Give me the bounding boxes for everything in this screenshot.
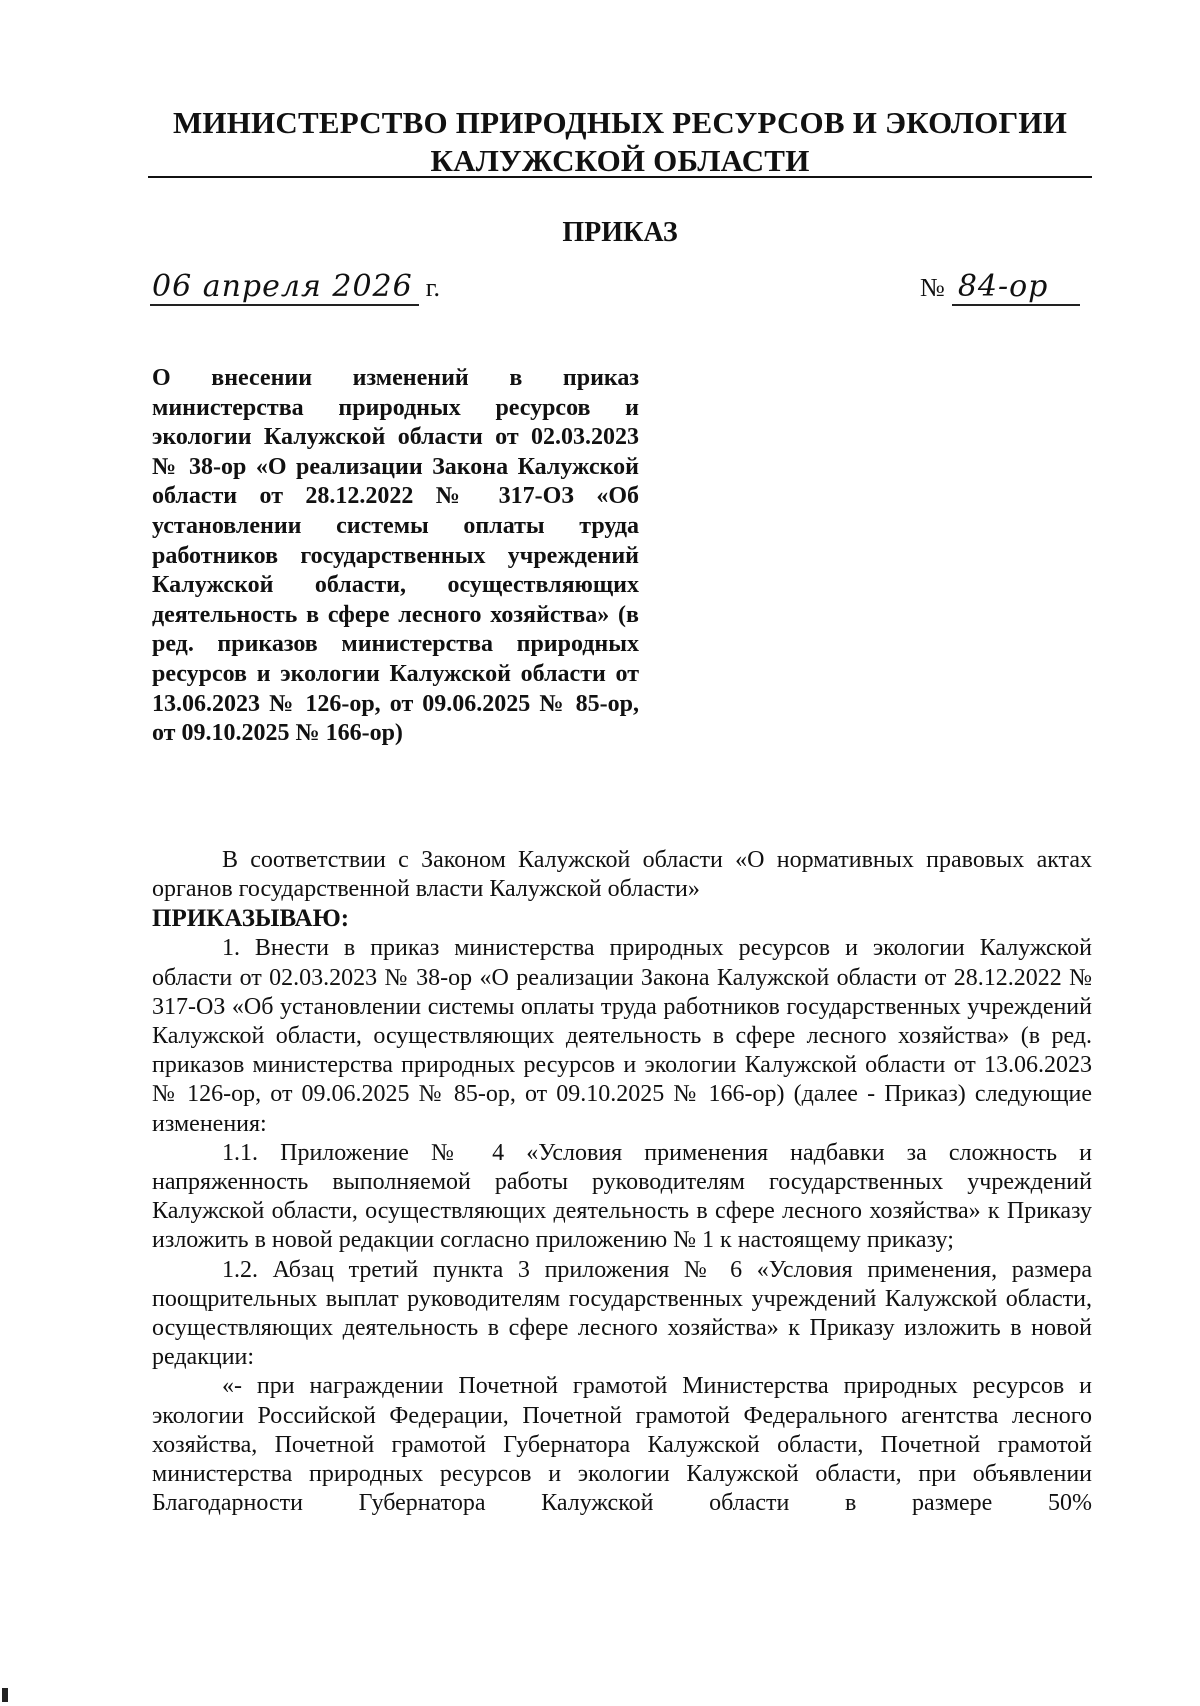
date-suffix: г. bbox=[425, 273, 440, 302]
item-1-paragraph: 1. Внести в приказ министерства природных ресурсов и экологии Калужской области от 02.03.2023 № 38-ор «О реализации Закона Калужской области от 28.12.2022 № 317-ОЗ «Об установлении системы оплаты труда работников государственных учреждений Калужской области, осуществляющих деятельность в сфере лесного хозяйства» (в ред. приказов министерства природных ресурсов и экологии Калужской области от 13.06.2023 № 126-ор, от 09.06.2025 № 85-ор, от 09.10.2025 № 166-ор) (далее - Приказ) следующие изменения: bbox=[152, 935, 1092, 1137]
command-heading: ПРИКАЗЫВАЮ: bbox=[152, 905, 350, 933]
ministry-header-line-1: МИНИСТЕРСТВО ПРИРОДНЫХ РЕСУРСОВ И ЭКОЛОГИИ bbox=[172, 105, 1068, 140]
date-handwritten: 06 апреля 2026 bbox=[150, 270, 419, 306]
item-1-1-paragraph: 1.1. Приложение № 4 «Условия применения надбавки за сложность и напряженность выполняемой работы руководителям государственных учреждений Калужской области, осуществляющих деятельность в сфере лесного хозяйства» к Приказу изложить в новой редакции согласно приложению № 1 к настоящему приказу; bbox=[152, 1139, 1092, 1254]
preamble-paragraph: В соответствии с Законом Калужской области «О нормативных правовых актах органов государственной власти Калужской области» bbox=[152, 847, 1092, 903]
ministry-header bbox=[148, 104, 1092, 180]
order-body bbox=[152, 846, 1092, 1518]
header-divider bbox=[148, 176, 1092, 178]
order-date bbox=[150, 270, 440, 306]
quoted-amendment-paragraph: «- при награждении Почетной грамотой Министерства природных ресурсов и экологии Российской Федерации, Почетной грамотой Федерального агентства лесного хозяйства, Почетной грамотой Губернатора Калужской области, Почетной грамотой министерства природных ресурсов и экологии Калужской области, при объявлении Благодарности Губернатора Калужской области в размере 50% bbox=[152, 1373, 1092, 1517]
order-subject: О внесении изменений в приказ министерства природных ресурсов и экологии Калужской области от 02.03.2023 № 38-ор «О реализации Закона Калужской области от 28.12.2022 № 317-ОЗ «Об установлении системы оплаты труда работников государственных учреждений Калужской области, осуществляющих деятельность в сфере лесного хозяйства» (в ред. приказов министерства природных ресурсов и экологии Калужской области от 13.06.2023 № 126-ор, от 09.06.2025 № 85-ор, от 09.10.2025 № 166-ор) bbox=[152, 365, 639, 747]
ministry-header-line-2: КАЛУЖСКОЙ ОБЛАСТИ bbox=[430, 143, 810, 178]
number-sign: № bbox=[920, 273, 945, 302]
item-1-2-paragraph: 1.2. Абзац третий пункта 3 приложения № 6 «Условия применения, размера поощрительных выплат руководителям государственных учреждений Калужской области, осуществляющих деятельность в сфере лесного хозяйства» к Приказу изложить в новой редакции: bbox=[152, 1256, 1092, 1371]
document-type-title: ПРИКАЗ bbox=[562, 217, 678, 248]
order-number bbox=[920, 270, 1080, 306]
number-handwritten: 84-ор bbox=[952, 270, 1080, 306]
scan-artifact-mark bbox=[2, 1688, 8, 1702]
